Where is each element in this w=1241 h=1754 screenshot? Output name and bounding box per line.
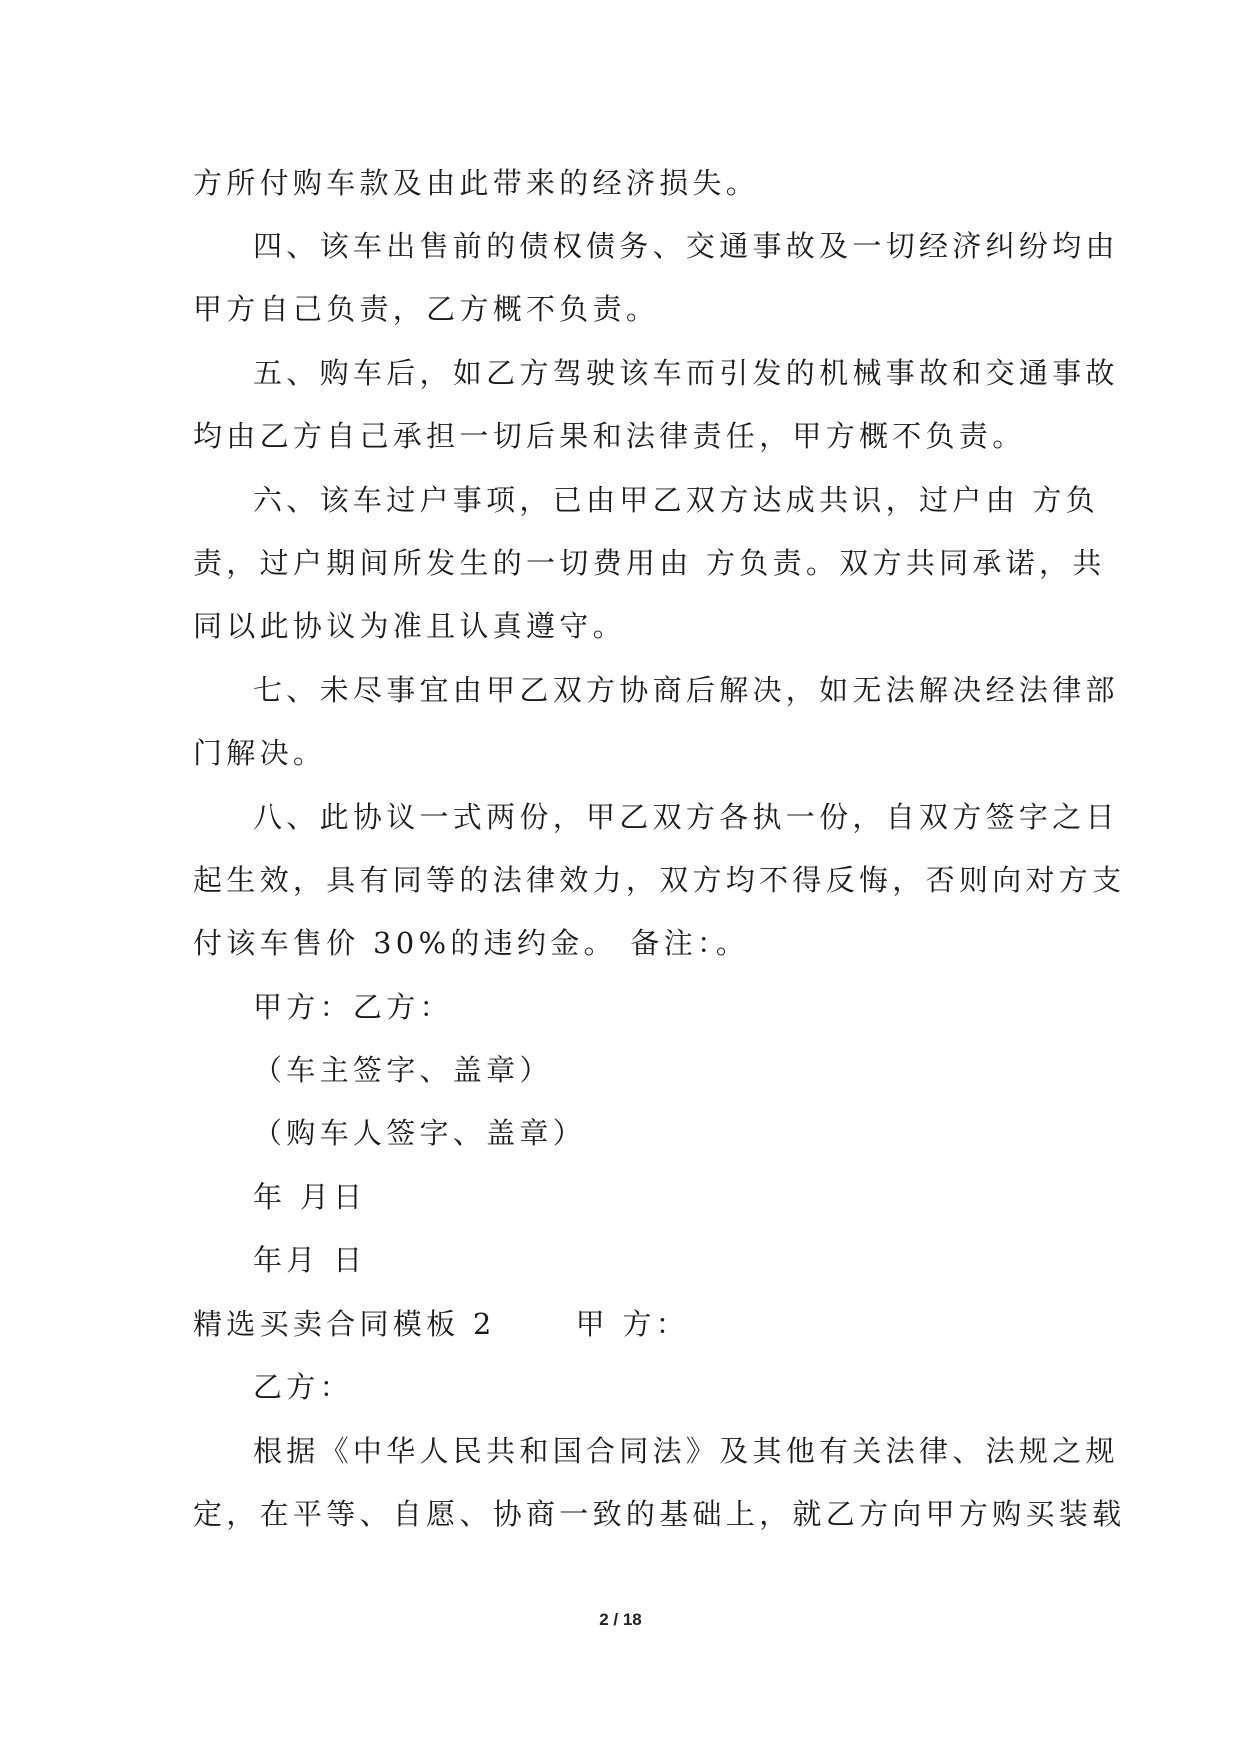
clause-seven-line: 七、未尽事宜由甲乙双方协商后解决，如无法解决经法律部 [253,673,1119,707]
clause-six-line: 六、该车过户事项，已由甲乙双方达成共识，过户由 方负 [253,483,1100,517]
preamble-line: 定，在平等、自愿、协商一致的基础上，就乙方向甲方购买装载 [193,1497,1126,1531]
clause-four-line: 四、该车出售前的债权债务、交通事故及一切经济纠纷均由 [253,229,1119,263]
text-line: 付该车售价 30%的违约金。 备注：。 [193,926,750,960]
contract-heading-line [193,1304,689,1344]
owner-signature-label: （车主签字、盖章） [253,1053,553,1087]
text-line: 同以此协议为准且认真遵守。 [193,609,626,643]
date-line: 年 月日 [253,1180,367,1214]
text-line: 甲方自己负责，乙方概不负责。 [193,292,660,326]
date-line: 年月 日 [253,1243,367,1277]
text-line: 均由乙方自己承担一切后果和法律责任，甲方概不负责。 [193,419,1026,453]
buyer-signature-label: （购车人签字、盖章） [253,1116,587,1150]
contract-title: 精选买卖合同模板 2 [193,1307,496,1341]
text-line: 门解决。 [193,736,327,770]
text-line: 责，过户期间所发生的一切费用由 方负责。双方共同承诺，共 [193,546,1106,580]
preamble-line: 根据《中华人民共和国合同法》及其他有关法律、法规之规 [253,1434,1119,1468]
text-line: 方所付购车款及由此带来的经济损失。 [193,166,760,200]
party-a-label: 甲 方： [575,1307,690,1341]
page-number: 2 / 18 [599,1610,642,1629]
text-line: 起生效，具有同等的法律效力，双方均不得反悔，否则向对方支 [193,863,1126,897]
party-b-label: 乙方： [253,1370,353,1404]
clause-five-line: 五、购车后，如乙方驾驶该车而引发的机械事故和交通事故 [253,356,1119,390]
signature-parties-line: 甲方：乙方： [253,990,453,1024]
clause-eight-line: 八、此协议一式两份，甲乙双方各执一份，自双方签字之日 [253,800,1119,834]
